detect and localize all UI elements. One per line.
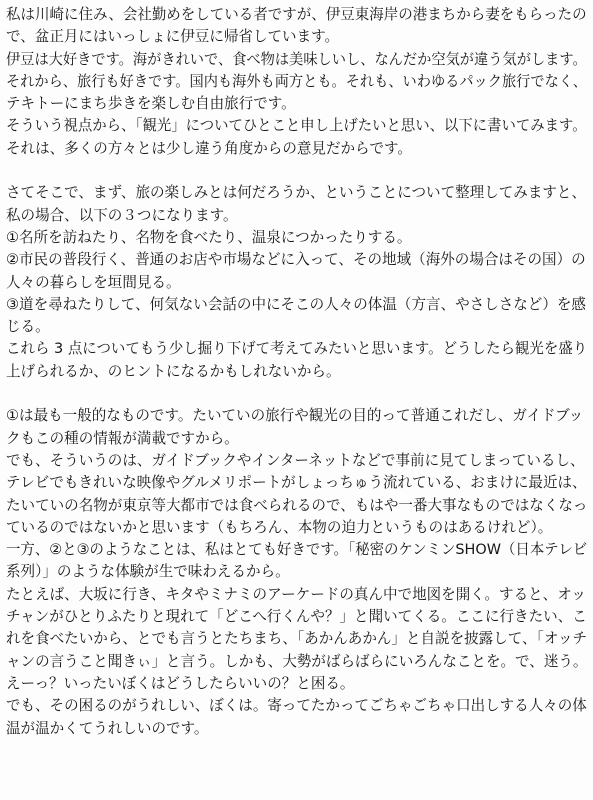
text-line: たいていの名物が東京等大都市では食べられるので、もはや一番大事なものではなくなっ	[6, 496, 588, 514]
paragraph	[6, 405, 589, 739]
text-line: 温が温かくてうれしいのです。	[6, 719, 209, 737]
text-line: 系列）」のような体験が生で味わえるから。	[6, 563, 290, 581]
text-line: れを食べたいから、とでも言うとたちまち、「あかんあかん」と自説を披露して、「オッチ	[6, 630, 588, 648]
text-line: 人々の暮らしを垣間見る。	[6, 273, 181, 291]
text-line: でも、その困るのがうれしい、ぼくは。寄ってたかってごちゃごちゃ口出しする人々の体	[6, 697, 587, 715]
text-line: ①名所を訪ねたり、名物を食べたり、温泉につかったりする。	[6, 228, 412, 246]
text-line: ①は最も一般的なものです。たいていの旅行や観光の目的って普通これだし、ガイドブッ	[6, 407, 584, 425]
text-line: テレビでもきれいな映像やグルメリポートがしょっちゅう流れている、おまけに最近は、	[6, 474, 587, 492]
text-line: そういう視点から、「観光」についてひとこと申し上げたいと思い、以下に書いてみます。	[6, 117, 587, 135]
text-line: ているのではないかと思います（もちろん、本物の迫力というものはあるけれど）。	[6, 518, 553, 536]
text-line: それから、旅行も好きです。国内も海外も両方とも。それも、いわゆるパック旅行でなく、	[6, 72, 587, 90]
text-line: えーっ？いったいぼくはどうしたらいいの？と困る。	[6, 674, 355, 692]
paragraph	[6, 4, 589, 160]
text-line: テキトーにまち歩きを楽しむ自由旅行です。	[6, 95, 296, 113]
text-line: 私は川崎に住み、会社勤めをしている者ですが、伊豆東海岸の港まちから妻をもらったの	[6, 6, 587, 23]
text-line: ャンの言うこと聞きぃ」と言う。しかも、大勢がばらばらにいろんなことを。で、迷う。	[6, 652, 588, 670]
paragraph	[6, 182, 589, 383]
text-line: 伊豆は大好きです。海がきれいで、食べ物は美味しいし、なんだか空気が違う気がします。	[6, 50, 587, 68]
paragraph-gap	[6, 160, 589, 182]
text-line: クもこの種の情報が満載ですから。	[6, 429, 239, 447]
text-line: じる。	[6, 318, 50, 336]
text-line: ②市民の普段行く、普通のお店や市場などに入って、その地域（海外の場合はその国）の	[6, 251, 586, 269]
text-line: で、盆正月にはいっしょに伊豆に帰省しています。	[6, 28, 340, 46]
text-line: 私の場合、以下の３つになります。	[6, 206, 238, 224]
text-line: チャンがひとりふたりと現れて「どこへ行くんや？」と聞いてくる。ここに行きたい、こ	[6, 608, 587, 626]
text-line: さてそこで、まず、旅の楽しみとは何だろうか、ということについて整理してみますと、	[6, 184, 587, 202]
paragraph-gap	[6, 383, 589, 405]
text-line: 上げられるか、のヒントになるかもしれないから。	[6, 362, 341, 380]
text-line: たとえば、大坂に行き、キタやミナミのアーケードの真ん中で地図を開く。すると、オッ	[6, 585, 586, 603]
text-line: でも、そういうのは、ガイドブックやインターネットなどで事前に見てしまっているし、	[6, 451, 585, 469]
text-line: 一方、②と③のようなことは、私はとても好きです。「秘密のケンミンSHOW（日本テレビ	[6, 541, 588, 559]
text-line: これら 3 点についてもう少し掘り下げて考えてみたいと思います。どうしたら観光を盛り	[6, 340, 588, 358]
text-line: ③道を尋ねたりして、何気ない会話の中にそこの人々の体温（方言、やさしさなど）を感	[6, 295, 586, 313]
text-line: それは、多くの方々とは少し違う角度からの意見だからです。	[6, 139, 412, 157]
